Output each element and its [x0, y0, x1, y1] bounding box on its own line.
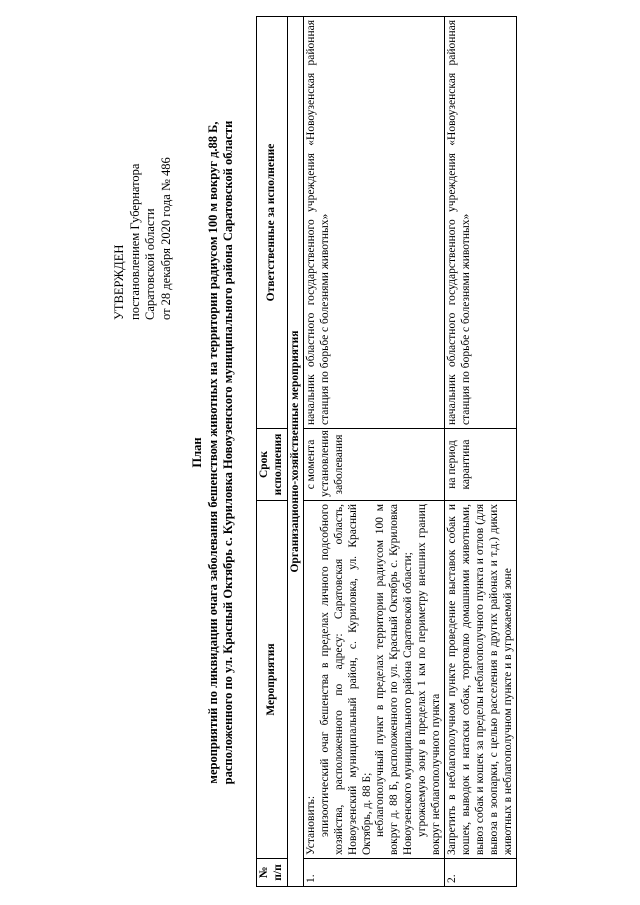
- header-term: Срок исполнения: [257, 429, 288, 501]
- document-title: [190, 18, 237, 887]
- approval-line: Саратовской области: [143, 208, 158, 320]
- header-activity: Мероприятия: [257, 501, 288, 859]
- approval-line: постановлением Губернатора: [127, 163, 142, 320]
- row-num: 1.: [304, 859, 445, 887]
- table-row: [445, 17, 517, 887]
- title-line: мероприятий по ликвидации очага заболевания бешенством животных на территории радиусом 100 м вокруг д.88 Б,: [205, 121, 220, 784]
- row-activity: [304, 501, 445, 859]
- row-responsible: начальник областного государственного учреждения «Новоузенская районная станция по борьбе с болезнями животных»: [445, 17, 517, 429]
- header-num: № п/п: [257, 859, 288, 887]
- section-row: [287, 17, 304, 887]
- table-row: [304, 17, 445, 887]
- activity-paragraph: эпизоотический очаг бешенства в пределах личного подсобного хозяйства, расположенного по адресу: Саратовская область, Новоузенский муниципальный район, с. Куриловка, ул. Красный Октябрь, д. 88 Б;: [319, 504, 373, 855]
- table-header-row: [257, 17, 288, 887]
- row-activity: Запретить в неблагополучном пункте проведение выставок собак и кошек, выводок и натаски собак, торговлю домашними животными, вывоз собак и кошек за пределы неблагополучного пункта и отлов (для вывоза в зоопарки, с целью расселения в других районах и т.д.) диких животных в неблагополучном пункте и в угрожаемой зоне: [445, 501, 517, 859]
- activity-intro: Установить:: [305, 795, 318, 855]
- row-num: 2.: [445, 859, 517, 887]
- approval-line: от 28 декабря 2020 года № 486: [158, 157, 173, 320]
- row-term: с момента установления заболевания: [304, 429, 445, 501]
- plan-table: [256, 16, 517, 887]
- row-responsible: начальник областного государственного учреждения «Новоузенская районная станция по борьбе с болезнями животных»: [304, 17, 445, 429]
- row-term: на период карантина: [445, 429, 517, 501]
- section-title: Организационно-хозяйственные мероприятия: [287, 17, 304, 887]
- title-line-plan: План: [190, 437, 204, 468]
- header-responsible: Ответственные за исполнение: [257, 17, 288, 429]
- approval-stamp: [112, 157, 175, 320]
- activity-paragraph: неблагополучный пункт в пределах территории радиусом 100 м вокруг д. 88 Б, расположенного по ул. Красный Октябрь с. Куриловка Новоузенского муниципального района Саратовской области;: [374, 504, 414, 855]
- approval-line: УТВЕРЖДЕН: [112, 244, 126, 320]
- title-line: расположенного по ул. Красный Октябрь с. Куриловка Новоузенского муниципального района Саратовской области: [221, 120, 236, 785]
- activity-paragraph: угрожаемую зону в пределах 1 км по периметру внешних границ вокруг неблагополучного пункта: [415, 504, 442, 855]
